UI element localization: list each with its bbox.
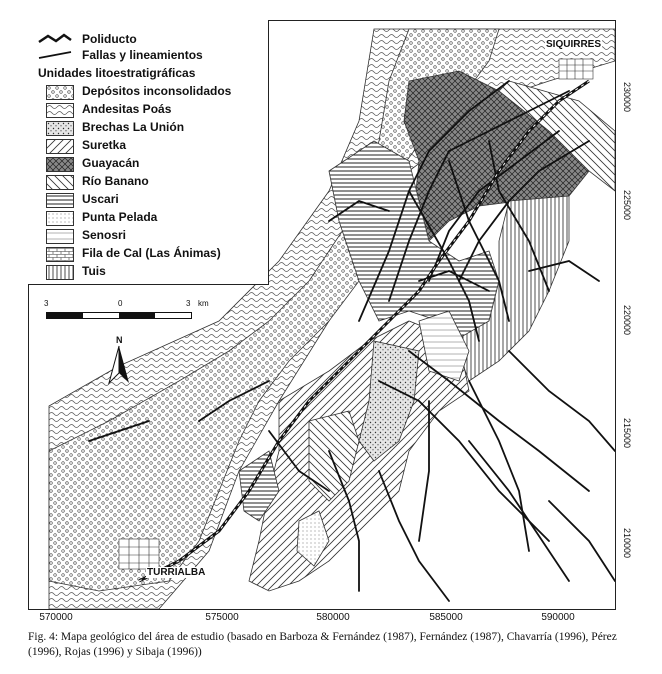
legend-unit-label: Fila de Cal (Las Ánimas) xyxy=(82,246,221,260)
map-legend xyxy=(28,20,269,285)
town-siquirres: SIQUIRRES xyxy=(546,39,602,50)
town-turrialba: TURRIALBA xyxy=(147,567,206,578)
legend-swatch xyxy=(46,103,74,118)
legend-pipeline-label: Poliducto xyxy=(82,32,137,46)
x-tick: 575000 xyxy=(205,612,239,623)
siquirres-town-grid xyxy=(559,59,593,79)
y-tick: 220000 xyxy=(622,305,632,336)
legend-swatch xyxy=(46,157,74,172)
fault-line-icon xyxy=(38,50,72,60)
legend-swatch xyxy=(46,229,74,244)
y-tick: 215000 xyxy=(622,418,632,449)
legend-unit-label: Brechas La Unión xyxy=(82,120,185,134)
legend-swatch xyxy=(46,139,74,154)
scale-bar xyxy=(44,299,209,325)
x-tick: 570000 xyxy=(39,612,73,623)
north-label: N xyxy=(116,335,123,345)
figure-caption: Fig. 4: Mapa geológico del área de estudio (basado en Barboza & Fernández (1987), Fernández (1987), Chavarría (1996), Pérez (1996), Rojas (1996) y Sibaja (1996)) xyxy=(28,631,617,658)
y-tick: 225000 xyxy=(622,190,632,221)
legend-unit-label: Tuis xyxy=(82,264,106,278)
x-tick: 580000 xyxy=(316,612,350,623)
legend-heading: Unidades litoestratigráficas xyxy=(38,66,196,80)
y-tick: 210000 xyxy=(622,528,632,559)
legend-unit-label: Senosri xyxy=(82,228,127,242)
legend-swatch xyxy=(46,85,74,100)
legend-swatch xyxy=(46,175,74,190)
legend-unit-label: Uscari xyxy=(82,192,119,206)
legend-swatch xyxy=(46,265,74,280)
pipeline-line-icon xyxy=(38,32,72,44)
scale-label-left: 3 xyxy=(44,299,49,308)
x-tick: 585000 xyxy=(429,612,463,623)
legend-swatch xyxy=(46,211,74,226)
legend-unit-label: Depósitos inconsolidados xyxy=(82,84,232,98)
legend-unit-label: Andesitas Poás xyxy=(82,102,172,116)
legend-swatch xyxy=(46,121,74,136)
legend-unit-label: Punta Pelada xyxy=(82,210,158,224)
scale-label-mid: 0 xyxy=(118,299,123,308)
x-tick: 590000 xyxy=(541,612,575,623)
legend-fault-label: Fallas y lineamientos xyxy=(82,48,203,62)
turrialba-town-grid xyxy=(119,539,159,569)
legend-swatch xyxy=(46,193,74,208)
y-tick: 230000 xyxy=(622,82,632,113)
scale-label-right: 3 xyxy=(186,299,191,308)
scale-unit: km xyxy=(198,299,209,308)
legend-swatch xyxy=(46,247,74,262)
legend-unit-label: Guayacán xyxy=(82,156,140,170)
legend-unit-label: Suretka xyxy=(82,138,127,152)
legend-unit-label: Río Banano xyxy=(82,174,149,188)
